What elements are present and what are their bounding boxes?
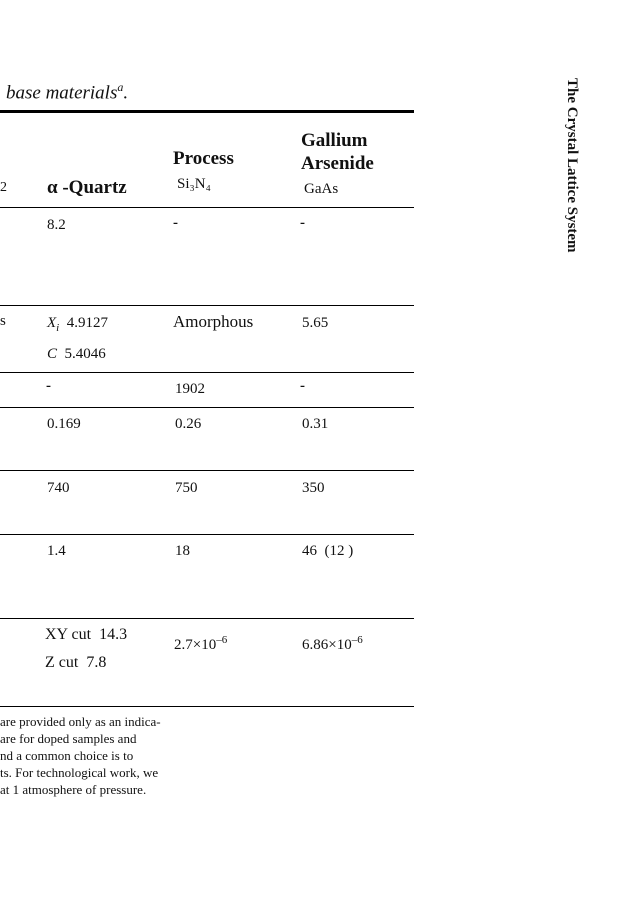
row-rule <box>0 534 414 535</box>
row1-quartz-c <box>47 346 106 363</box>
row5-quartz: 1.4 <box>47 543 66 559</box>
gaas-exponent: –6 <box>351 634 363 646</box>
row2-gaas: - <box>300 378 305 394</box>
row6-process <box>174 634 227 654</box>
footnote-line: at 1 atmosphere of pressure. <box>0 782 147 797</box>
row-rule <box>0 305 414 306</box>
footnote-line: nd a common choice is to <box>0 748 134 763</box>
xi-subscript: i <box>56 322 60 334</box>
row3-gaas: 0.31 <box>302 416 329 432</box>
footnote-line: are provided only as an indica- <box>0 714 161 729</box>
row3-quartz: 0.169 <box>47 416 81 432</box>
table-footnote <box>0 713 161 798</box>
row5-gaas: 46 (12 ) <box>302 543 354 559</box>
row-rule <box>0 372 414 373</box>
row2-process: 1902 <box>175 381 205 397</box>
gaas-header-line2: Arsenide <box>301 153 374 174</box>
caption-footnote-marker: a <box>117 80 124 94</box>
row0-process: - <box>173 215 178 231</box>
row3-process: 0.26 <box>175 416 202 432</box>
row-rule <box>0 470 414 471</box>
top-rule <box>0 110 414 113</box>
row6-quartz-xy: XY cut 14.3 <box>45 626 128 643</box>
row0-quartz: 8.2 <box>47 217 66 233</box>
process-header: Process <box>173 148 234 169</box>
gaas-header-line1: Gallium <box>301 130 368 151</box>
process-base: 2.7×10 <box>174 637 217 653</box>
row1-gaas: 5.65 <box>302 315 329 331</box>
row4-gaas: 350 <box>302 480 325 496</box>
header-rule <box>0 207 414 208</box>
gaas-subheader: GaAs <box>304 181 339 197</box>
row1-left-fragment: s <box>0 313 6 329</box>
row4-process: 750 <box>175 480 198 496</box>
row6-quartz-z: Z cut 7.8 <box>45 654 107 671</box>
row2-quartz: - <box>46 378 51 394</box>
c-value: 5.4046 <box>64 346 106 362</box>
xi-label: X <box>47 315 57 331</box>
row-rule <box>0 407 414 408</box>
row1-quartz-xi <box>47 315 108 334</box>
caption-period: . <box>123 82 129 104</box>
footnote-line: ts. For technological work, we <box>0 765 159 780</box>
bottom-rule <box>0 706 414 707</box>
caption-text: base materials <box>6 82 118 104</box>
row1-process: Amorphous <box>173 312 254 331</box>
table-caption <box>6 80 128 104</box>
footnote-line: are for doped samples and <box>0 731 137 746</box>
process-exponent: –6 <box>216 634 228 646</box>
running-head: The Crystal Lattice System <box>564 78 580 253</box>
row5-process: 18 <box>175 543 190 559</box>
xi-value: 4.9127 <box>66 315 108 331</box>
row6-gaas <box>302 634 363 654</box>
c-label: C <box>47 346 58 362</box>
row0-gaas: - <box>300 215 305 231</box>
left-column-fragment: 2 <box>0 180 7 195</box>
row4-quartz: 740 <box>47 480 70 496</box>
process-subheader: Si₃N₄ <box>177 176 211 192</box>
row-rule <box>0 618 414 619</box>
gaas-base: 6.86×10 <box>302 637 352 653</box>
quartz-header: α -Quartz <box>47 177 127 198</box>
